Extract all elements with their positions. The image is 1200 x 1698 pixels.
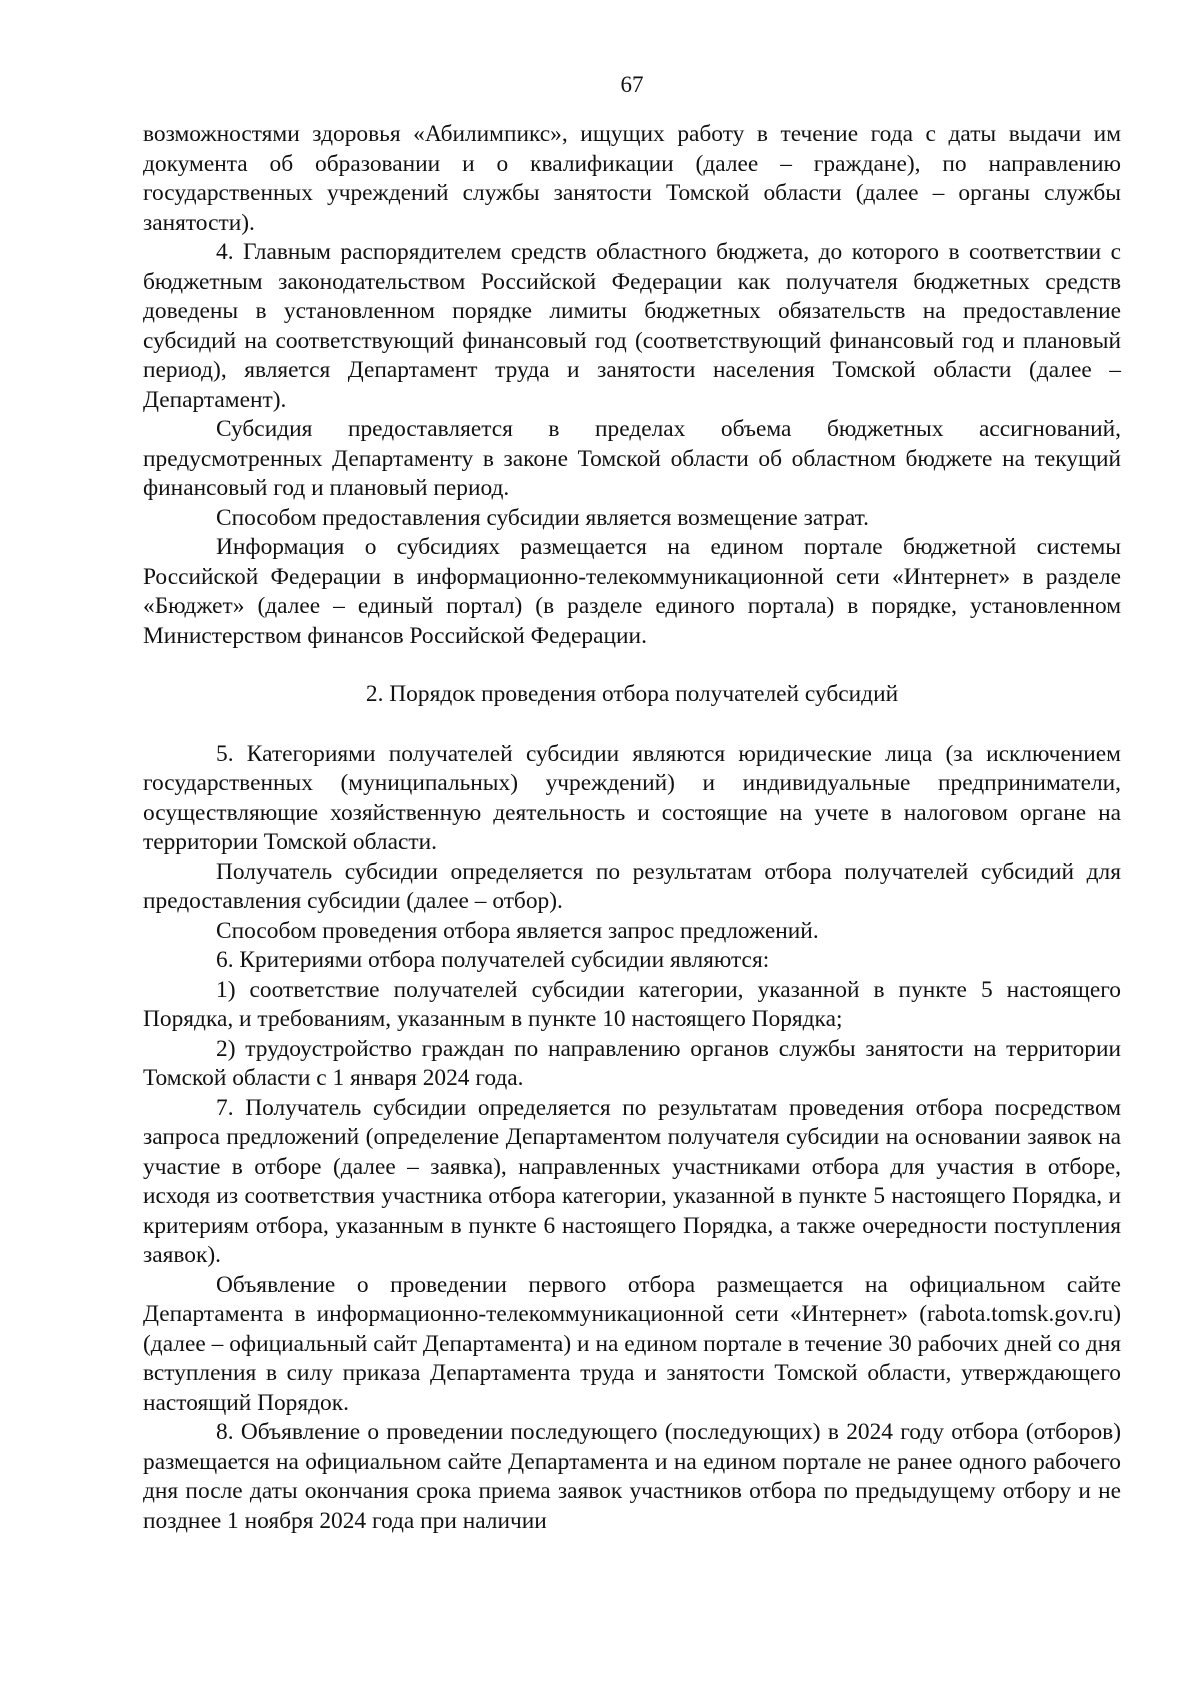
paragraph: Способом предоставления субсидии является возмещение затрат.: [216, 504, 869, 531]
paragraph: 8. Объявление о проведении последующего (последующих) в 2024 году отбора (отборов) размещается на официальном сайте Департамента и на едином портале не ранее одного рабочего дня после даты окончания срока приема заявок участников отбора по предыдущему отбору и не позднее 1 ноября 2024 года при наличии: [143, 1419, 1121, 1534]
paragraph: Информация о субсидиях размещается на едином портале бюджетной системы Российской Федерации в информационно-телекоммуникационной сети «Интернет» в разделе «Бюджет» (далее – единый портал) (в разделе единого портала) в порядке, установленном Министерством финансов Российской Федерации.: [143, 534, 1121, 649]
paragraph: 4. Главным распорядителем средств областного бюджета, до которого в соответствии с бюджетным законодательством Российской Федерации как получателя бюджетных средств доведены в установленном порядке лимиты бюджетных обязательств на предоставление субсидий на соответствующий финансовый год (соответствующий финансовый год и плановый период), является Департамент труда и занятости населения Томской области (далее – Департамент).: [143, 239, 1121, 413]
page-number: 67: [620, 72, 644, 97]
paragraph: 2) трудоустройство граждан по направлению органов службы занятости на территории Томской области с 1 января 2024 года.: [143, 1035, 1121, 1091]
paragraph: Получатель субсидии определяется по результатам отбора получателей субсидий для предоставления субсидии (далее – отбор).: [143, 858, 1121, 914]
paragraphs-after-section: [143, 740, 1121, 1537]
paragraph: Объявление о проведении первого отбора размещается на официальном сайте Департамента в информационно-телекоммуникационной сети «Интернет» (rabota.tomsk.gov.ru) (далее – официальный сайт Департамента) и на едином портале в течение 30 рабочих дней со дня вступления в силу приказа Департамента труда и занятости Томской области, утверждающего настоящий Порядок.: [143, 1271, 1121, 1416]
paragraph: 1) соответствие получателей субсидии категории, указанной в пункте 5 настоящего Порядка, и требованиям, указанным в пункте 10 настоящего Порядка;: [143, 976, 1121, 1032]
paragraph: 7. Получатель субсидии определяется по результатам проведения отбора посредством запроса предложений (определение Департаментом получателя субсидии на основании заявок на участие в отборе (далее – заявка), направленных участниками отбора для участия в отборе, исходя из соответствия участника отбора категории, указанной в пункте 5 настоящего Порядка, и критериям отбора, указанным в пункте 6 настоящего Порядка, а также очередности поступления заявок).: [143, 1094, 1121, 1268]
paragraph: 5. Категориями получателей субсидии являются юридические лица (за исключением государственных (муниципальных) учреждений) и индивидуальные предприниматели, осуществляющие хозяйственную деятельность и состоящие на учете в налоговом органе на территории Томской области.: [143, 740, 1121, 855]
paragraph: 6. Критериями отбора получателей субсидии являются:: [216, 947, 770, 973]
paragraph: Субсидия предоставляется в пределах объема бюджетных ассигнований, предусмотренных Департаменту в законе Томской области об областном бюджете на текущий финансовый год и плановый период.: [143, 416, 1121, 501]
section-title: 2. Порядок проведения отбора получателей субсидий: [365, 681, 899, 707]
paragraphs-before-section: [143, 120, 1121, 651]
paragraph: Способом проведения отбора является запрос предложений.: [216, 917, 819, 944]
document-page: [143, 70, 1121, 1536]
paragraph: возможностями здоровья «Абилимпикс», ищущих работу в течение года с даты выдачи им документа об образовании и о квалификации (далее – граждане), по направлению государственных учреждений службы занятости Томской области (далее – органы службы занятости).: [143, 121, 1121, 236]
